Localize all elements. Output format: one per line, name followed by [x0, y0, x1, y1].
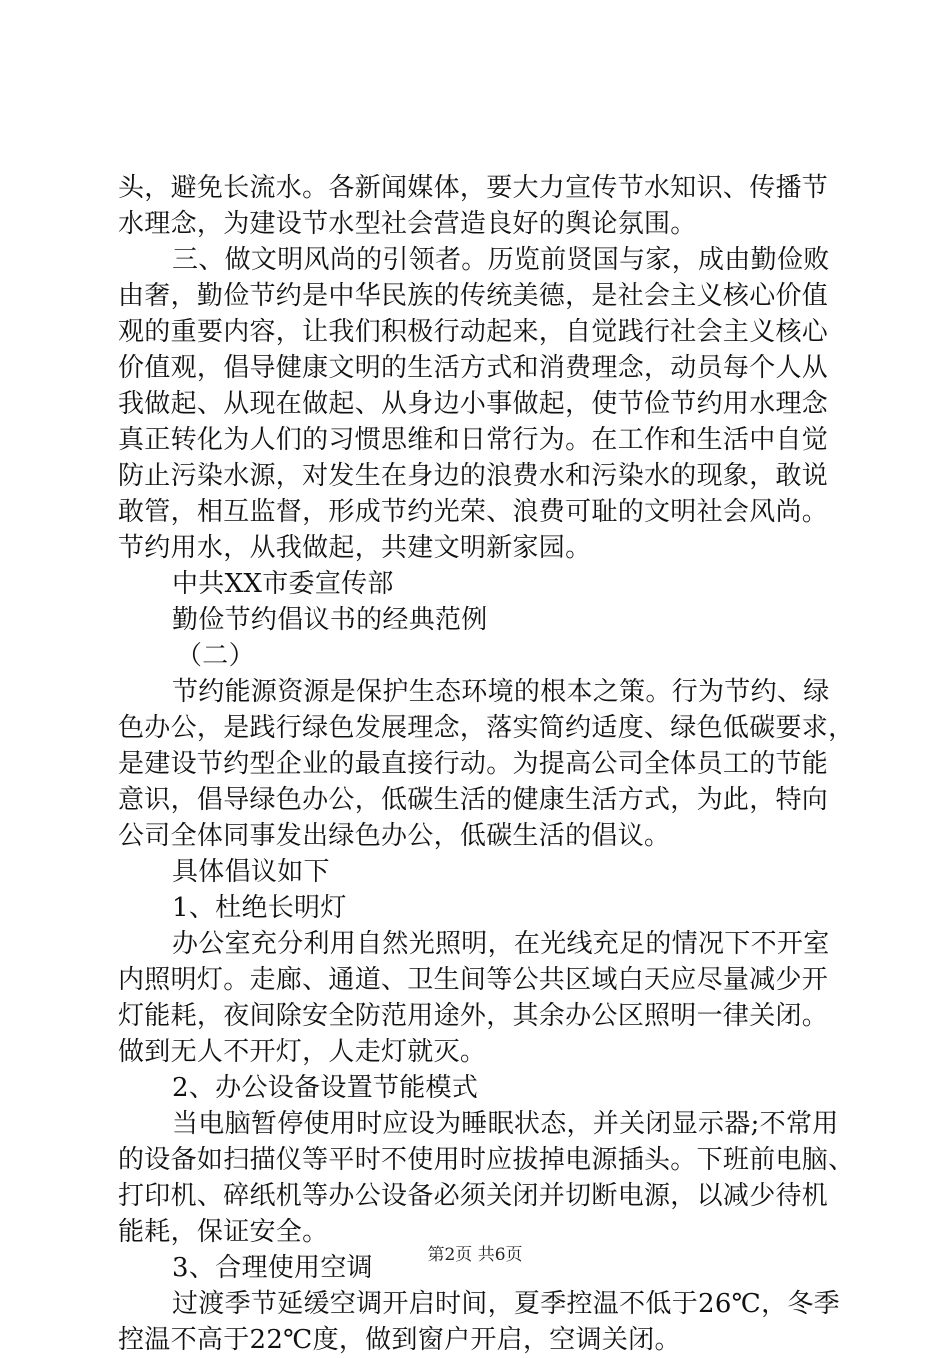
item-heading-line: 1、杜绝长明灯 — [172, 893, 347, 923]
document-title-line: 勤俭节约倡议书的经典范例 — [172, 605, 488, 635]
text-line: 内照明灯。走廊、通道、卫生间等公共区域白天应尽量减少开 — [118, 965, 829, 995]
text-line: 的设备如扫描仪等平时不使用时应拔掉电源插头。下班前电脑、 — [118, 1145, 855, 1175]
text-line: 意识，倡导绿色办公，低碳生活的健康生活方式，为此，特向 — [118, 785, 829, 815]
page-number: 第2页 共6页 — [427, 1245, 523, 1265]
text-line: 做到无人不开灯，人走灯就灭。 — [118, 1037, 487, 1067]
paragraph-start-line: 当电脑暂停使用时应设为睡眠状态，并关闭显示器;不常用 — [172, 1109, 839, 1139]
text-line: 公司全体同事发出绿色办公，低碳生活的倡议。 — [118, 821, 671, 851]
text-line: 是建设节约型企业的最直接行动。为提高公司全体员工的节能 — [118, 749, 829, 779]
paragraph-start-line: 过渡季节延缓空调开启时间，夏季控温不低于26℃，冬季 — [172, 1289, 840, 1319]
subheading-line: 具体倡议如下 — [172, 857, 330, 887]
text-line: 敢管，相互监督，形成节约光荣、浪费可耻的文明社会风尚。 — [118, 497, 829, 527]
text-line: 头，避免长流水。各新闻媒体，要大力宣传节水知识、传播节 — [118, 173, 829, 203]
item-heading-line: 3、合理使用空调 — [172, 1253, 373, 1283]
text-line: 观的重要内容，让我们积极行动起来，自觉践行社会主义核心 — [118, 317, 829, 347]
text-line: 真正转化为人们的习惯思维和日常行为。在工作和生活中自觉 — [118, 425, 829, 455]
document-body — [118, 170, 855, 1358]
text-line: 灯能耗，夜间除安全防范用途外，其余办公区照明一律关闭。 — [118, 1001, 829, 1031]
section-number-line: （二） — [176, 641, 255, 671]
item-heading-line: 2、办公设备设置节能模式 — [172, 1073, 479, 1103]
signature-line: 中共XX市委宣传部 — [172, 569, 394, 599]
text-line: 水理念，为建设节水型社会营造良好的舆论氛围。 — [118, 209, 697, 239]
paragraph-start-line: 节约能源资源是保护生态环境的根本之策。行为节约、绿 — [172, 677, 830, 707]
text-line: 节约用水，从我做起，共建文明新家园。 — [118, 533, 592, 563]
text-line: 控温不高于22℃度，做到窗户开启，空调关闭。 — [118, 1325, 681, 1355]
text-line: 由奢，勤俭节约是中华民族的传统美德，是社会主义核心价值 — [118, 281, 829, 311]
text-line: 能耗，保证安全。 — [118, 1217, 329, 1247]
text-line: 价值观，倡导健康文明的生活方式和消费理念，动员每个人从 — [118, 353, 829, 383]
paragraph-start-line: 办公室充分利用自然光照明，在光线充足的情况下不开室 — [172, 929, 830, 959]
text-line: 防止污染水源，对发生在身边的浪费水和污染水的现象，敢说 — [118, 461, 829, 491]
text-line: 我做起、从现在做起、从身边小事做起，使节俭节约用水理念 — [118, 389, 829, 419]
section-heading-line: 三、做文明风尚的引领者。历览前贤国与家，成由勤俭败 — [172, 245, 830, 275]
text-line: 打印机、碎纸机等办公设备必须关闭并切断电源，以减少待机 — [118, 1181, 829, 1211]
text-line: 色办公，是践行绿色发展理念，落实简约适度、绿色低碳要求， — [118, 713, 855, 743]
